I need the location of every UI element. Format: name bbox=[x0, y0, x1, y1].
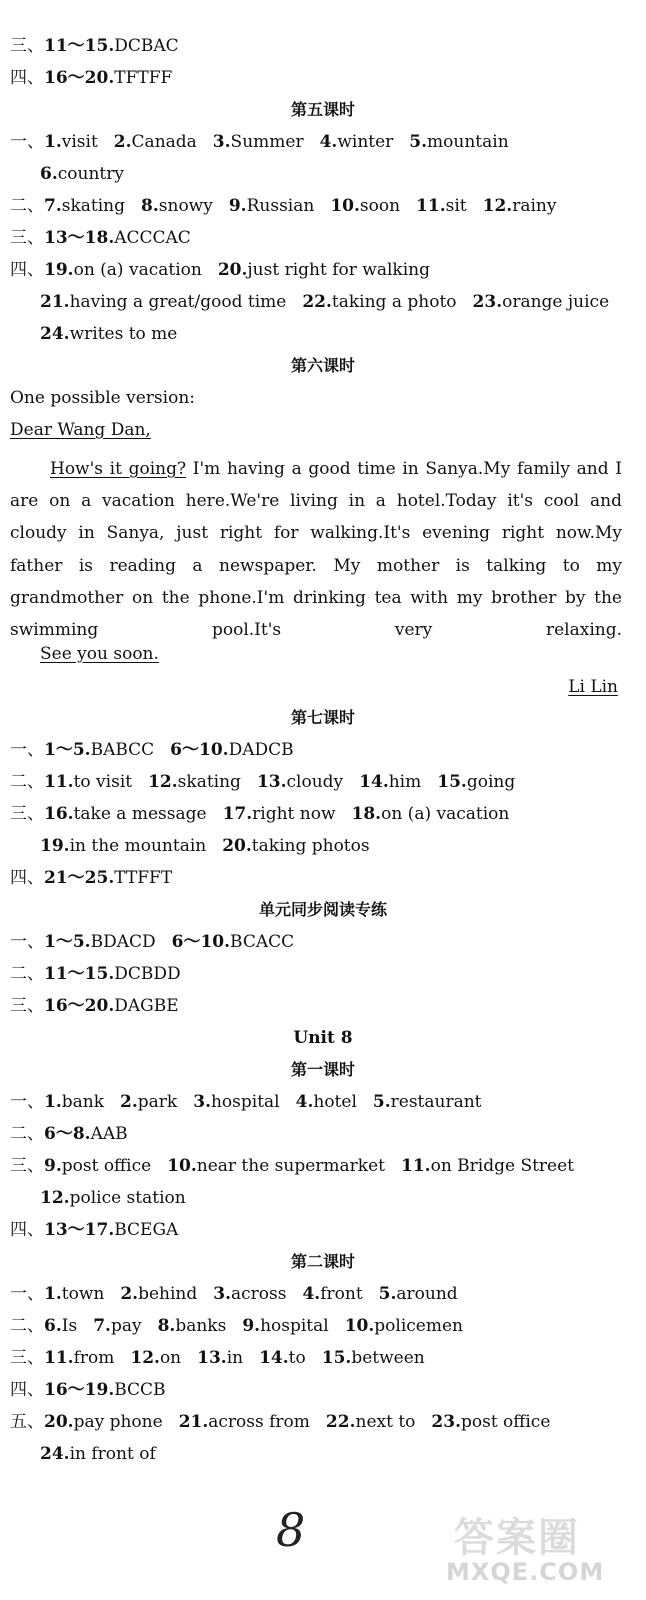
answer-text: police station bbox=[69, 1188, 186, 1208]
answer-text: on bbox=[159, 1348, 182, 1368]
answer-item bbox=[44, 1155, 151, 1177]
question-number: 1～5. bbox=[44, 932, 91, 952]
answer-text: orange juice bbox=[502, 292, 610, 312]
question-number: 16. bbox=[44, 804, 74, 824]
answer-line bbox=[40, 835, 628, 857]
answer-item bbox=[193, 1091, 279, 1113]
answer-item bbox=[44, 1091, 104, 1113]
question-number: 20. bbox=[222, 836, 252, 856]
answer-text: across from bbox=[208, 1412, 310, 1432]
answer-text: snowy bbox=[158, 196, 213, 216]
section-number: 一、 bbox=[10, 1092, 44, 1112]
letter-signature: Li Lin bbox=[568, 677, 618, 697]
question-number: 12. bbox=[40, 1188, 70, 1208]
question-number: 8. bbox=[141, 196, 159, 216]
answer-line bbox=[10, 771, 628, 793]
answer-item bbox=[437, 771, 515, 793]
letter-greeting-question: How's it going? bbox=[50, 459, 187, 479]
question-number: 2. bbox=[120, 1092, 138, 1112]
answer-text: rainy bbox=[512, 196, 557, 216]
answer-item bbox=[40, 291, 286, 313]
answer-item bbox=[40, 323, 177, 345]
question-number: 9. bbox=[242, 1316, 261, 1336]
answer-text: him bbox=[388, 772, 422, 792]
answer-item bbox=[44, 195, 125, 217]
letter-salutation: Dear Wang Dan, bbox=[10, 420, 151, 440]
question-number: 16～19. bbox=[44, 1380, 115, 1400]
answer-item bbox=[326, 1411, 415, 1433]
question-number: 12. bbox=[130, 1348, 160, 1368]
answer-item bbox=[197, 1347, 243, 1369]
section-number: 三、 bbox=[10, 996, 44, 1016]
answer-item bbox=[302, 1283, 362, 1305]
question-number: 5. bbox=[409, 132, 428, 152]
answer-text: TTFFT bbox=[114, 868, 173, 888]
answer-item bbox=[167, 1155, 385, 1177]
answer-item bbox=[141, 195, 213, 217]
answer-item bbox=[148, 771, 241, 793]
answer-line bbox=[10, 1091, 628, 1113]
question-number: 13～17. bbox=[44, 1220, 115, 1240]
answer-text: mountain bbox=[427, 132, 509, 152]
question-number: 6. bbox=[44, 1316, 62, 1336]
question-number: 6～8. bbox=[44, 1124, 91, 1144]
answer-item bbox=[172, 931, 295, 953]
section-heading: 第五课时 bbox=[290, 100, 355, 119]
question-number: 13. bbox=[197, 1348, 227, 1368]
answer-text: pay phone bbox=[73, 1412, 163, 1432]
section-number: 二、 bbox=[10, 1316, 44, 1336]
answer-line bbox=[10, 35, 628, 57]
answer-item bbox=[223, 803, 336, 825]
section-number: 四、 bbox=[10, 68, 44, 88]
answer-text: just right for walking bbox=[247, 260, 430, 280]
answer-text: in bbox=[226, 1348, 244, 1368]
question-number: 4. bbox=[302, 1284, 321, 1304]
section-number: 二、 bbox=[10, 1124, 44, 1144]
answer-item bbox=[44, 1219, 178, 1241]
answer-item bbox=[120, 1283, 197, 1305]
answer-text: sit bbox=[445, 196, 467, 216]
answer-text: BCCB bbox=[114, 1380, 166, 1400]
answer-text: going bbox=[466, 772, 516, 792]
answer-item bbox=[158, 1315, 227, 1337]
answer-text: hospital bbox=[260, 1316, 329, 1336]
answer-item bbox=[44, 739, 154, 761]
answer-line bbox=[10, 259, 628, 281]
answer-line bbox=[10, 67, 628, 89]
question-number: 15. bbox=[437, 772, 467, 792]
answer-item bbox=[40, 1443, 156, 1465]
answer-item bbox=[44, 259, 202, 281]
answer-text: hospital bbox=[210, 1092, 280, 1112]
answer-text: pay bbox=[110, 1316, 142, 1336]
answer-text: Is bbox=[61, 1316, 78, 1336]
question-number: 4. bbox=[319, 132, 338, 152]
question-number: 11～15. bbox=[44, 36, 115, 56]
answer-item bbox=[320, 131, 394, 153]
answer-line: One possible version: bbox=[10, 388, 195, 408]
answer-item bbox=[242, 1315, 328, 1337]
answer-line bbox=[40, 163, 628, 185]
answer-item bbox=[416, 195, 467, 217]
answer-text: Canada bbox=[131, 132, 197, 152]
answer-text: BDACD bbox=[90, 932, 156, 952]
question-number: 1. bbox=[44, 1092, 62, 1112]
answer-text: DADCB bbox=[228, 740, 294, 760]
answer-text: on Bridge Street bbox=[430, 1156, 575, 1176]
answer-line bbox=[10, 1219, 628, 1241]
section-number: 四、 bbox=[10, 1380, 44, 1400]
question-number: 15. bbox=[321, 1348, 352, 1368]
question-number: 11. bbox=[44, 1348, 74, 1368]
section-number: 三、 bbox=[10, 804, 44, 824]
answer-item bbox=[44, 67, 172, 89]
section-number: 四、 bbox=[10, 260, 44, 280]
answer-line bbox=[10, 1379, 628, 1401]
letter-body-text: I'm having a good time in Sanya.My family and I are on a vacation here.We're living in a hotel.Today it's cool and cloudy in Sanya, just right for walking.It's evening right now.My father is reading a newspaper. My mother is talking to my grandmother on the phone.I'm drinking tea with my brother by the swimming pool.It's very relaxing. bbox=[10, 459, 622, 641]
question-number: 19. bbox=[44, 260, 74, 280]
question-number: 21～25. bbox=[44, 868, 115, 888]
section-number: 一、 bbox=[10, 132, 44, 152]
letter-body bbox=[10, 453, 622, 646]
answer-line bbox=[40, 291, 628, 313]
question-number: 4. bbox=[295, 1092, 314, 1112]
answer-item bbox=[483, 195, 557, 217]
answer-text: across bbox=[231, 1284, 287, 1304]
answer-line bbox=[40, 1187, 628, 1209]
answer-text: right now bbox=[252, 804, 336, 824]
question-number: 3. bbox=[193, 1092, 211, 1112]
question-number: 5. bbox=[378, 1284, 397, 1304]
section-number: 四、 bbox=[10, 1220, 44, 1240]
section-heading: 单元同步阅读专练 bbox=[258, 900, 387, 919]
answer-line bbox=[10, 803, 628, 825]
question-number: 8. bbox=[157, 1316, 176, 1336]
answer-item bbox=[373, 1091, 482, 1113]
answer-text: Summer bbox=[230, 132, 304, 152]
section-number: 二、 bbox=[10, 964, 44, 984]
answer-item bbox=[379, 1283, 458, 1305]
answer-item bbox=[213, 1283, 286, 1305]
answer-text: on (a) vacation bbox=[73, 260, 202, 280]
answer-text: near the supermarket bbox=[196, 1156, 385, 1176]
answer-text: on (a) vacation bbox=[381, 804, 510, 824]
answer-line bbox=[10, 739, 628, 761]
answer-text: take a message bbox=[73, 804, 207, 824]
answer-text: park bbox=[137, 1092, 178, 1112]
question-number: 17. bbox=[222, 804, 253, 824]
section-number: 二、 bbox=[10, 772, 44, 792]
question-number: 13. bbox=[256, 772, 287, 792]
answer-item bbox=[44, 1123, 128, 1145]
question-number: 2. bbox=[120, 1284, 139, 1304]
section-number: 四、 bbox=[10, 868, 44, 888]
answer-text: between bbox=[351, 1348, 425, 1368]
answer-item bbox=[431, 1411, 550, 1433]
answer-text: BABCC bbox=[90, 740, 155, 760]
answer-text: DCBDD bbox=[114, 964, 181, 984]
question-number: 2. bbox=[113, 132, 132, 152]
question-number: 21. bbox=[40, 292, 70, 312]
answer-text: from bbox=[73, 1348, 115, 1368]
answer-item bbox=[120, 1091, 177, 1113]
answer-text: post office bbox=[61, 1156, 152, 1176]
section-number: 三、 bbox=[10, 1156, 44, 1176]
section-number: 一、 bbox=[10, 932, 44, 952]
answer-item bbox=[170, 739, 293, 761]
answer-item bbox=[179, 1411, 310, 1433]
answer-text: restaurant bbox=[390, 1092, 482, 1112]
question-number: 24. bbox=[40, 324, 70, 344]
answer-text: cloudy bbox=[286, 772, 344, 792]
answer-text: having a great/good time bbox=[69, 292, 287, 312]
answer-text: to bbox=[288, 1348, 306, 1368]
answer-text: ACCCAC bbox=[114, 228, 191, 248]
answer-line bbox=[10, 931, 628, 953]
answer-text: policemen bbox=[374, 1316, 463, 1336]
section-heading: 第二课时 bbox=[290, 1252, 355, 1271]
answer-text: in the mountain bbox=[69, 836, 207, 856]
answer-line bbox=[10, 963, 628, 985]
answer-text: around bbox=[396, 1284, 458, 1304]
watermark-logo: 答案圈 MXQE.COM bbox=[446, 1515, 605, 1586]
answer-line bbox=[10, 1155, 628, 1177]
answer-item bbox=[44, 1347, 114, 1369]
answer-item bbox=[44, 35, 179, 57]
answer-text: front bbox=[320, 1284, 363, 1304]
answer-item bbox=[44, 227, 191, 249]
answer-text: taking a photo bbox=[331, 292, 457, 312]
answer-item bbox=[409, 131, 508, 153]
section-heading: 第六课时 bbox=[290, 356, 355, 375]
question-number: 22. bbox=[302, 292, 332, 312]
answer-item bbox=[44, 963, 181, 985]
answer-text: TFTFF bbox=[114, 68, 173, 88]
answer-item bbox=[44, 1379, 166, 1401]
question-number: 23. bbox=[431, 1412, 461, 1432]
letter-closing: See you soon. bbox=[40, 644, 159, 664]
answer-line bbox=[10, 995, 628, 1017]
answer-text: post office bbox=[460, 1412, 551, 1432]
answer-item bbox=[345, 1315, 463, 1337]
question-number: 12. bbox=[148, 772, 178, 792]
answer-text: to visit bbox=[73, 772, 133, 792]
answer-line bbox=[10, 867, 628, 889]
question-number: 7. bbox=[93, 1316, 111, 1336]
section-heading: 第一课时 bbox=[290, 1060, 355, 1079]
answer-item bbox=[44, 867, 172, 889]
question-number: 16～20. bbox=[44, 996, 115, 1016]
answer-text: in front of bbox=[69, 1444, 156, 1464]
answer-text: skating bbox=[61, 196, 126, 216]
question-number: 6～10. bbox=[171, 932, 231, 952]
question-number: 5. bbox=[372, 1092, 391, 1112]
answer-text: soon bbox=[359, 196, 401, 216]
answer-line bbox=[10, 227, 628, 249]
answer-text: BCACC bbox=[230, 932, 295, 952]
answer-item bbox=[44, 771, 132, 793]
answer-text: AAB bbox=[90, 1124, 128, 1144]
answer-item bbox=[359, 771, 421, 793]
question-number: 12. bbox=[482, 196, 513, 216]
section-heading: 第七课时 bbox=[290, 708, 355, 727]
question-number: 3. bbox=[213, 1284, 231, 1304]
answer-item bbox=[259, 1347, 306, 1369]
section-number: 三、 bbox=[10, 228, 44, 248]
question-number: 19. bbox=[40, 836, 70, 856]
answer-item bbox=[302, 291, 456, 313]
answer-text: behind bbox=[138, 1284, 198, 1304]
answer-item bbox=[213, 131, 304, 153]
answer-text: winter bbox=[337, 132, 394, 152]
answer-text: town bbox=[61, 1284, 105, 1304]
answer-item bbox=[296, 1091, 357, 1113]
answer-item bbox=[40, 163, 124, 185]
answer-text: banks bbox=[175, 1316, 227, 1336]
answer-item bbox=[93, 1315, 141, 1337]
answer-item bbox=[114, 131, 197, 153]
unit-title: Unit 8 bbox=[293, 1028, 353, 1048]
answer-item bbox=[257, 771, 343, 793]
answer-text: visit bbox=[61, 132, 98, 152]
answer-text: country bbox=[57, 164, 124, 184]
question-number: 24. bbox=[40, 1444, 70, 1464]
answer-line bbox=[40, 1443, 628, 1465]
answer-item bbox=[44, 803, 207, 825]
question-number: 14. bbox=[259, 1348, 289, 1368]
answer-item bbox=[44, 1283, 104, 1305]
question-number: 9. bbox=[44, 1156, 62, 1176]
answer-text: BCEGA bbox=[114, 1220, 179, 1240]
answer-text: skating bbox=[177, 772, 241, 792]
question-number: 13～18. bbox=[44, 228, 115, 248]
answer-item bbox=[44, 1411, 163, 1433]
answer-item bbox=[44, 1315, 77, 1337]
answer-text: next to bbox=[355, 1412, 416, 1432]
question-number: 16～20. bbox=[44, 68, 115, 88]
question-number: 1. bbox=[44, 132, 62, 152]
answer-item bbox=[401, 1155, 574, 1177]
question-number: 1. bbox=[44, 1284, 62, 1304]
question-number: 6～10. bbox=[170, 740, 229, 760]
question-number: 11. bbox=[401, 1156, 431, 1176]
question-number: 14. bbox=[359, 772, 389, 792]
answer-line bbox=[40, 323, 628, 345]
answer-item bbox=[330, 195, 400, 217]
answer-text: taking photos bbox=[251, 836, 370, 856]
answer-item bbox=[352, 803, 510, 825]
answer-line bbox=[10, 1347, 628, 1369]
answer-text: DCBAC bbox=[114, 36, 179, 56]
question-number: 22. bbox=[325, 1412, 356, 1432]
answer-item bbox=[44, 931, 156, 953]
answer-item bbox=[40, 835, 206, 857]
question-number: 20. bbox=[44, 1412, 74, 1432]
answer-item bbox=[40, 1187, 186, 1209]
page-number: 8 bbox=[276, 1503, 306, 1557]
answer-item bbox=[44, 995, 179, 1017]
answer-item bbox=[44, 131, 98, 153]
answer-text: Russian bbox=[246, 196, 315, 216]
answer-text: DAGBE bbox=[114, 996, 179, 1016]
section-number: 一、 bbox=[10, 1284, 44, 1304]
answer-line bbox=[10, 1315, 628, 1337]
answer-item bbox=[130, 1347, 181, 1369]
answer-item bbox=[229, 195, 314, 217]
section-number: 五、 bbox=[10, 1412, 44, 1432]
answer-item bbox=[218, 259, 430, 281]
answer-line bbox=[10, 195, 628, 217]
question-number: 6. bbox=[40, 164, 58, 184]
question-number: 10. bbox=[167, 1156, 197, 1176]
answer-text: hotel bbox=[313, 1092, 357, 1112]
section-number: 三、 bbox=[10, 1348, 44, 1368]
answer-line bbox=[10, 1411, 628, 1433]
answer-text: writes to me bbox=[69, 324, 178, 344]
answer-item bbox=[222, 835, 369, 857]
question-number: 9. bbox=[228, 196, 247, 216]
section-number: 三、 bbox=[10, 36, 44, 56]
section-number: 一、 bbox=[10, 740, 44, 760]
answer-line bbox=[10, 1123, 628, 1145]
question-number: 23. bbox=[472, 292, 503, 312]
answer-item bbox=[322, 1347, 425, 1369]
question-number: 7. bbox=[44, 196, 62, 216]
section-number: 二、 bbox=[10, 196, 44, 216]
answer-item bbox=[473, 291, 610, 313]
question-number: 10. bbox=[344, 1316, 375, 1336]
question-number: 1～5. bbox=[44, 740, 91, 760]
answer-line bbox=[10, 131, 628, 153]
question-number: 11. bbox=[416, 196, 446, 216]
question-number: 10. bbox=[330, 196, 360, 216]
question-number: 18. bbox=[351, 804, 382, 824]
question-number: 11～15. bbox=[44, 964, 115, 984]
question-number: 11. bbox=[44, 772, 74, 792]
question-number: 21. bbox=[178, 1412, 209, 1432]
question-number: 20. bbox=[217, 260, 248, 280]
question-number: 3. bbox=[212, 132, 231, 152]
answer-text: bank bbox=[61, 1092, 105, 1112]
answer-line bbox=[10, 1283, 628, 1305]
answer-line bbox=[10, 419, 628, 441]
